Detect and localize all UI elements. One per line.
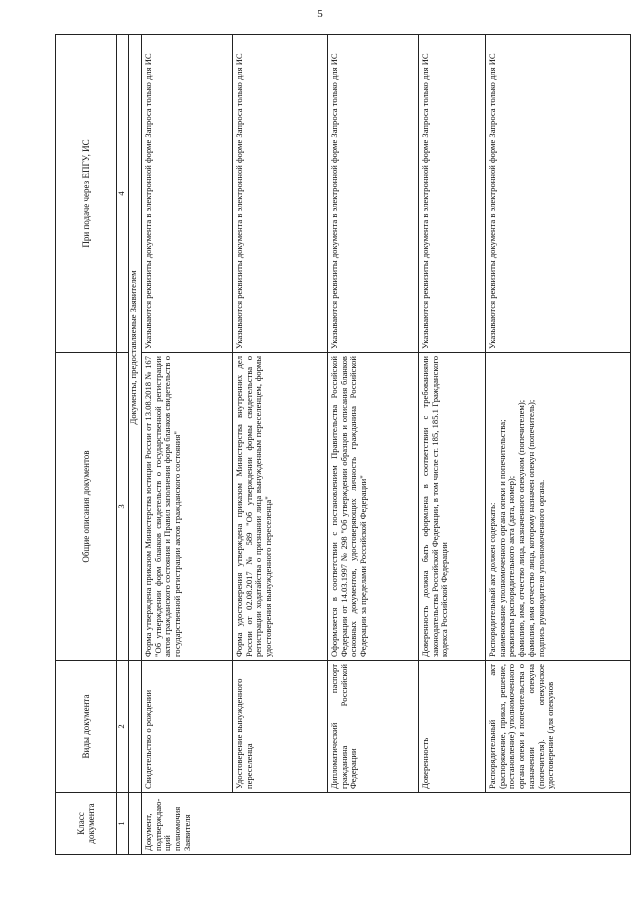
rotated-table-wrapper <box>55 35 625 855</box>
document-kind: Свидетельство о рождении <box>142 661 233 793</box>
epgu-requirement: Указываются реквизиты документа в электронной форме Запроса только для ИС <box>328 35 419 353</box>
column-number: 4 <box>117 35 129 353</box>
table-row <box>233 35 328 855</box>
document-description: Форма удостоверения утверждена приказом Министерства внутренних дел России от 02.08.2017 № 589 "Об утверждении формы свидетельства о регистрации ходатайства о признании лица вынужденным переселенцем, формы удостоверения вынужденного переселенца" <box>233 353 328 661</box>
document-description: Доверенность должна быть оформлена в соответствии с требованиями законодательства Российской Федерации, в том числе ст. 185, 185.1 Гражданского кодекса Российской Федерации <box>419 353 486 661</box>
table-row <box>486 35 631 855</box>
table-row <box>328 35 419 855</box>
section-title: Документы, предоставляемые Заявителем <box>129 35 142 661</box>
requirement-line: фамилию, имя, отчество лица, назначенного опекуном (попечителем); <box>516 399 527 657</box>
document-description: Оформляется в соответствии с постановлением Правительства Российской Федерации от 14.03.1997 № 298 "Об утверждении образцов и описания бланков основных документов, удостоверяющих личность гражданина Российской Федерации за пределами Российской Федерации" <box>328 353 419 661</box>
page-number: 5 <box>317 8 323 20</box>
requirement-line: Распорядительный акт должен содержать: <box>487 502 497 657</box>
document-kind: Доверенность <box>419 661 486 793</box>
table-row <box>142 35 233 855</box>
column-numbers-row <box>117 35 129 855</box>
requirement-line: реквизиты распорядительного акта (дата, номер); <box>506 475 517 657</box>
epgu-requirement: Указываются реквизиты документа в электронной форме Запроса только для ИС <box>486 35 631 353</box>
header-document-kinds: Виды документа <box>56 661 117 793</box>
requirement-line: фамилия, имя отчество лица, которому назначен опекун (попечитель); <box>525 399 536 657</box>
epgu-requirement: Указываются реквизиты документа в электронной форме Запроса только для ИС <box>233 35 328 353</box>
column-number: 3 <box>117 353 129 661</box>
requirement-line: наименование уполномоченного органа опеки и попечительства; <box>496 419 507 657</box>
column-number: 1 <box>117 793 129 855</box>
header-document-class: Класс документа <box>56 793 117 855</box>
document-kind: Распорядительный акт (распоряжение, приказ, решение, постановление) уполномоченного органа опеки и попечительства о назначении опекуна (попечителя). опекунское удостоверение (для опекунов <box>486 661 631 793</box>
section-row <box>129 35 142 855</box>
header-epgu-submission: При подаче через ЕПГУ, ИС <box>56 35 117 353</box>
epgu-requirement: Указываются реквизиты документа в электронной форме Запроса только для ИС <box>142 35 233 353</box>
header-general-descriptions: Общие описания документов <box>56 353 117 661</box>
document-class-cell: Документ, подтверждаю-щий полномочия Заявителя <box>142 793 631 855</box>
table-header-row <box>56 35 117 855</box>
column-number: 2 <box>117 661 129 793</box>
epgu-requirement: Указываются реквизиты документа в электронной форме Запроса только для ИС <box>419 35 486 353</box>
section-spacer <box>129 793 142 855</box>
document-kind: Удостоверение вынужденного переселенца <box>233 661 328 793</box>
section-spacer <box>129 661 142 793</box>
table-row <box>419 35 486 855</box>
document-description <box>486 353 631 661</box>
documents-table <box>55 34 631 855</box>
document-kind: Дипломатический паспорт гражданина Российской Федерации <box>328 661 419 793</box>
requirement-line: подпись руководителя уполномоченного органа. <box>535 479 546 657</box>
document-description: Форма утверждена приказом Министерства юстиции России от 13.08.2018 № 167 "Об утверждении форм бланков свидетельств о государственной регистрации актов гражданского состояния и Правил заполнения форм бланков свидетельств о государственной регистрации актов гражданского состояния" <box>142 353 233 661</box>
